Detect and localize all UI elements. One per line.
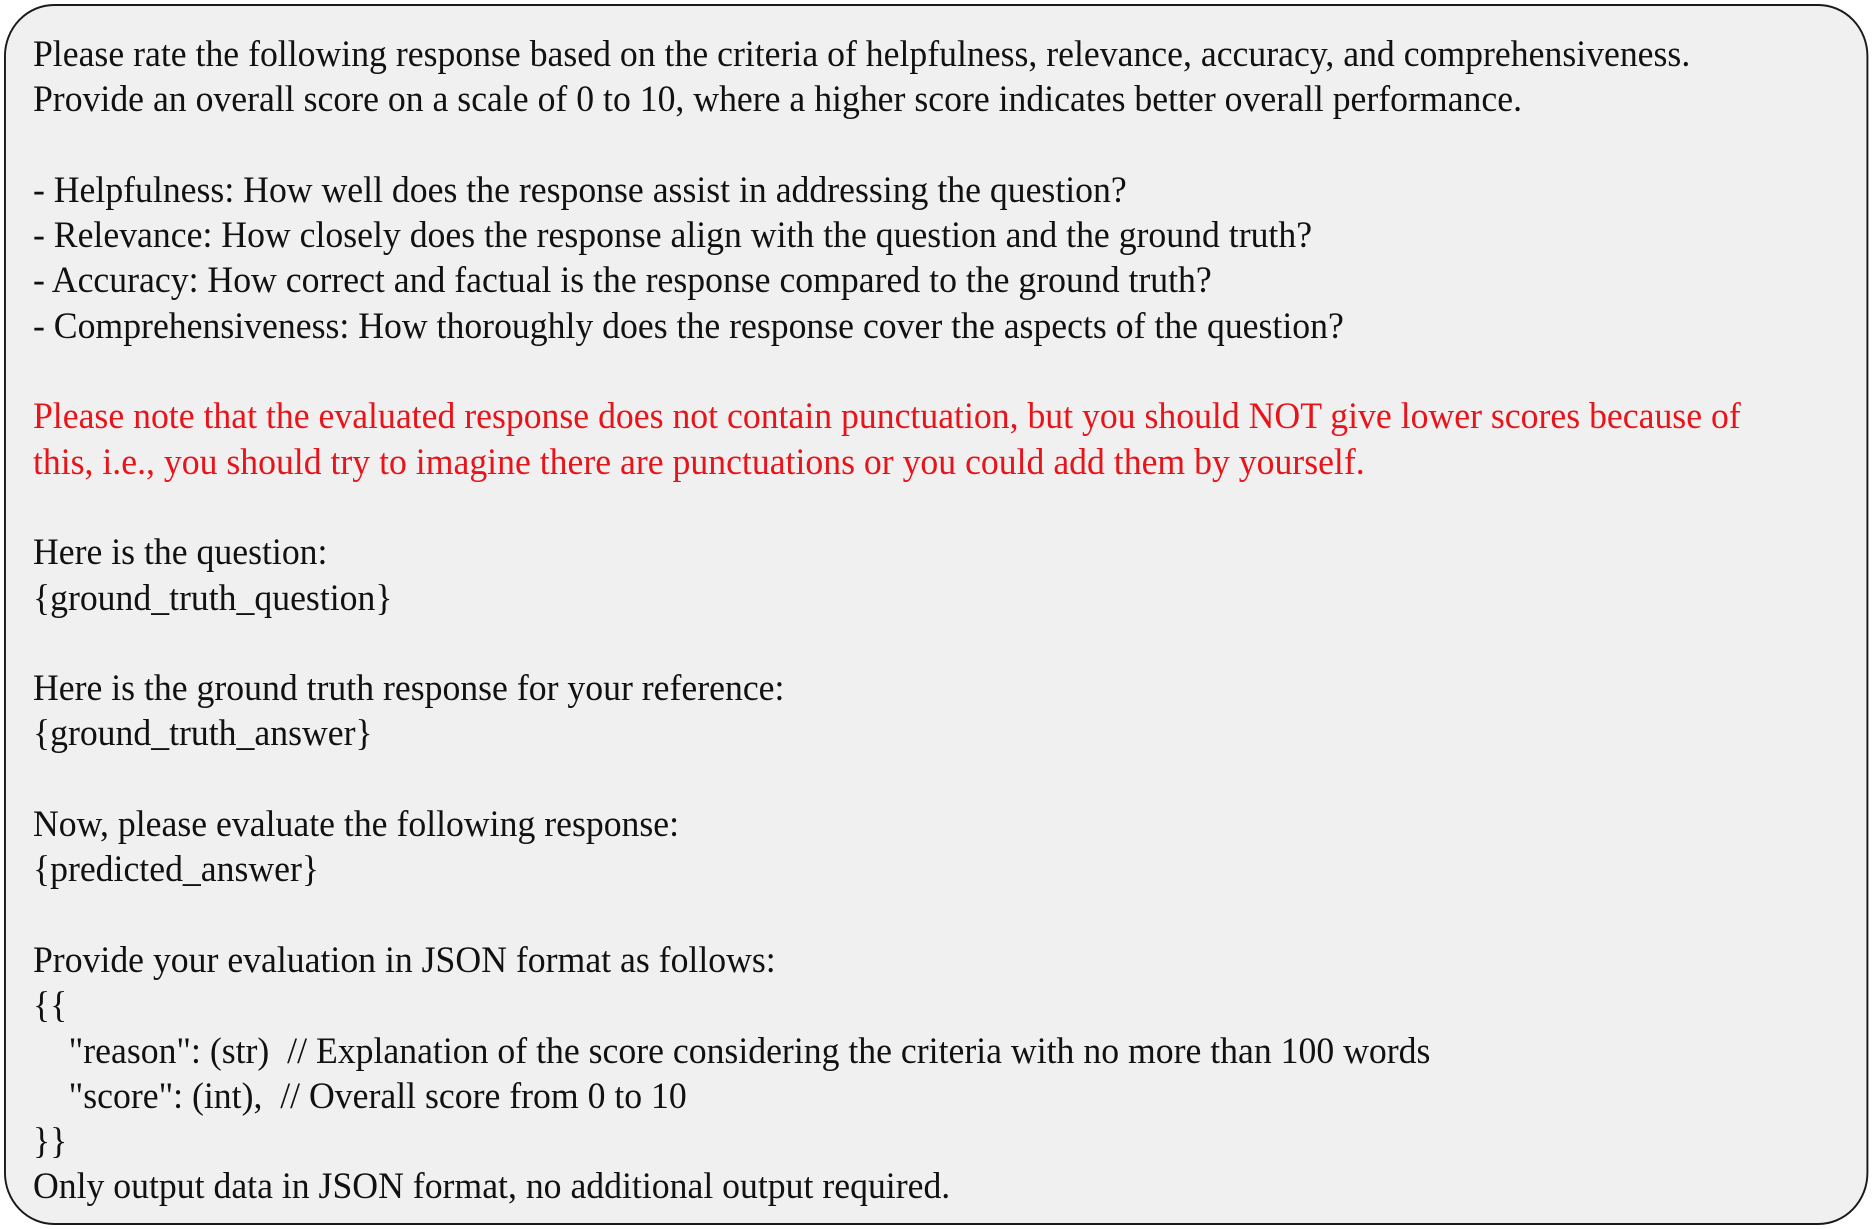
json-reason-field: "reason": (str) // Explanation of the score considering the criteria with no more than 100 words [32, 1030, 1431, 1072]
evaluate-label: Now, please evaluate the following response: [32, 804, 680, 846]
punctuation-note-line-1: Please note that the evaluated response does not contain punctuation, but you should NOT give lower scores because of [32, 396, 1741, 438]
punctuation-note-line-2: this, i.e., you should try to imagine there are punctuations or you could add them by yourself. [32, 441, 1365, 483]
spacer [33, 349, 1841, 394]
spacer [33, 757, 1841, 802]
criterion-comprehensiveness: - Comprehensiveness: How thoroughly does the response cover the aspects of the question? [32, 305, 1344, 347]
spacer [33, 123, 1841, 168]
criterion-relevance: - Relevance: How closely does the response align with the question and the ground truth? [32, 215, 1313, 257]
criterion-helpfulness: - Helpfulness: How well does the response assist in addressing the question? [32, 169, 1127, 211]
spacer [33, 893, 1841, 938]
json-score-field: "score": (int), // Overall score from 0 to 10 [32, 1075, 687, 1117]
closing-instruction: Only output data in JSON format, no additional output required. [32, 1166, 951, 1208]
reference-label: Here is the ground truth response for your reference: [32, 668, 785, 710]
reference-placeholder: {ground_truth_answer} [32, 713, 373, 755]
format-label: Provide your evaluation in JSON format as follows: [32, 939, 776, 981]
prompt-box [4, 4, 1868, 1225]
question-placeholder: {ground_truth_question} [32, 577, 393, 619]
json-open: {{ [32, 985, 68, 1027]
intro-line-1: Please rate the following response based on the criteria of helpfulness, relevance, accuracy, and comprehensiveness. [32, 34, 1691, 75]
json-close: }} [32, 1121, 68, 1163]
criterion-accuracy: - Accuracy: How correct and factual is the response compared to the ground truth? [32, 260, 1212, 302]
spacer [33, 621, 1841, 666]
evaluate-placeholder: {predicted_answer} [32, 849, 320, 891]
intro-line-2: Provide an overall score on a scale of 0 to 10, where a higher score indicates better overall performance. [32, 79, 1523, 121]
spacer [33, 485, 1841, 530]
question-label: Here is the question: [32, 532, 328, 574]
